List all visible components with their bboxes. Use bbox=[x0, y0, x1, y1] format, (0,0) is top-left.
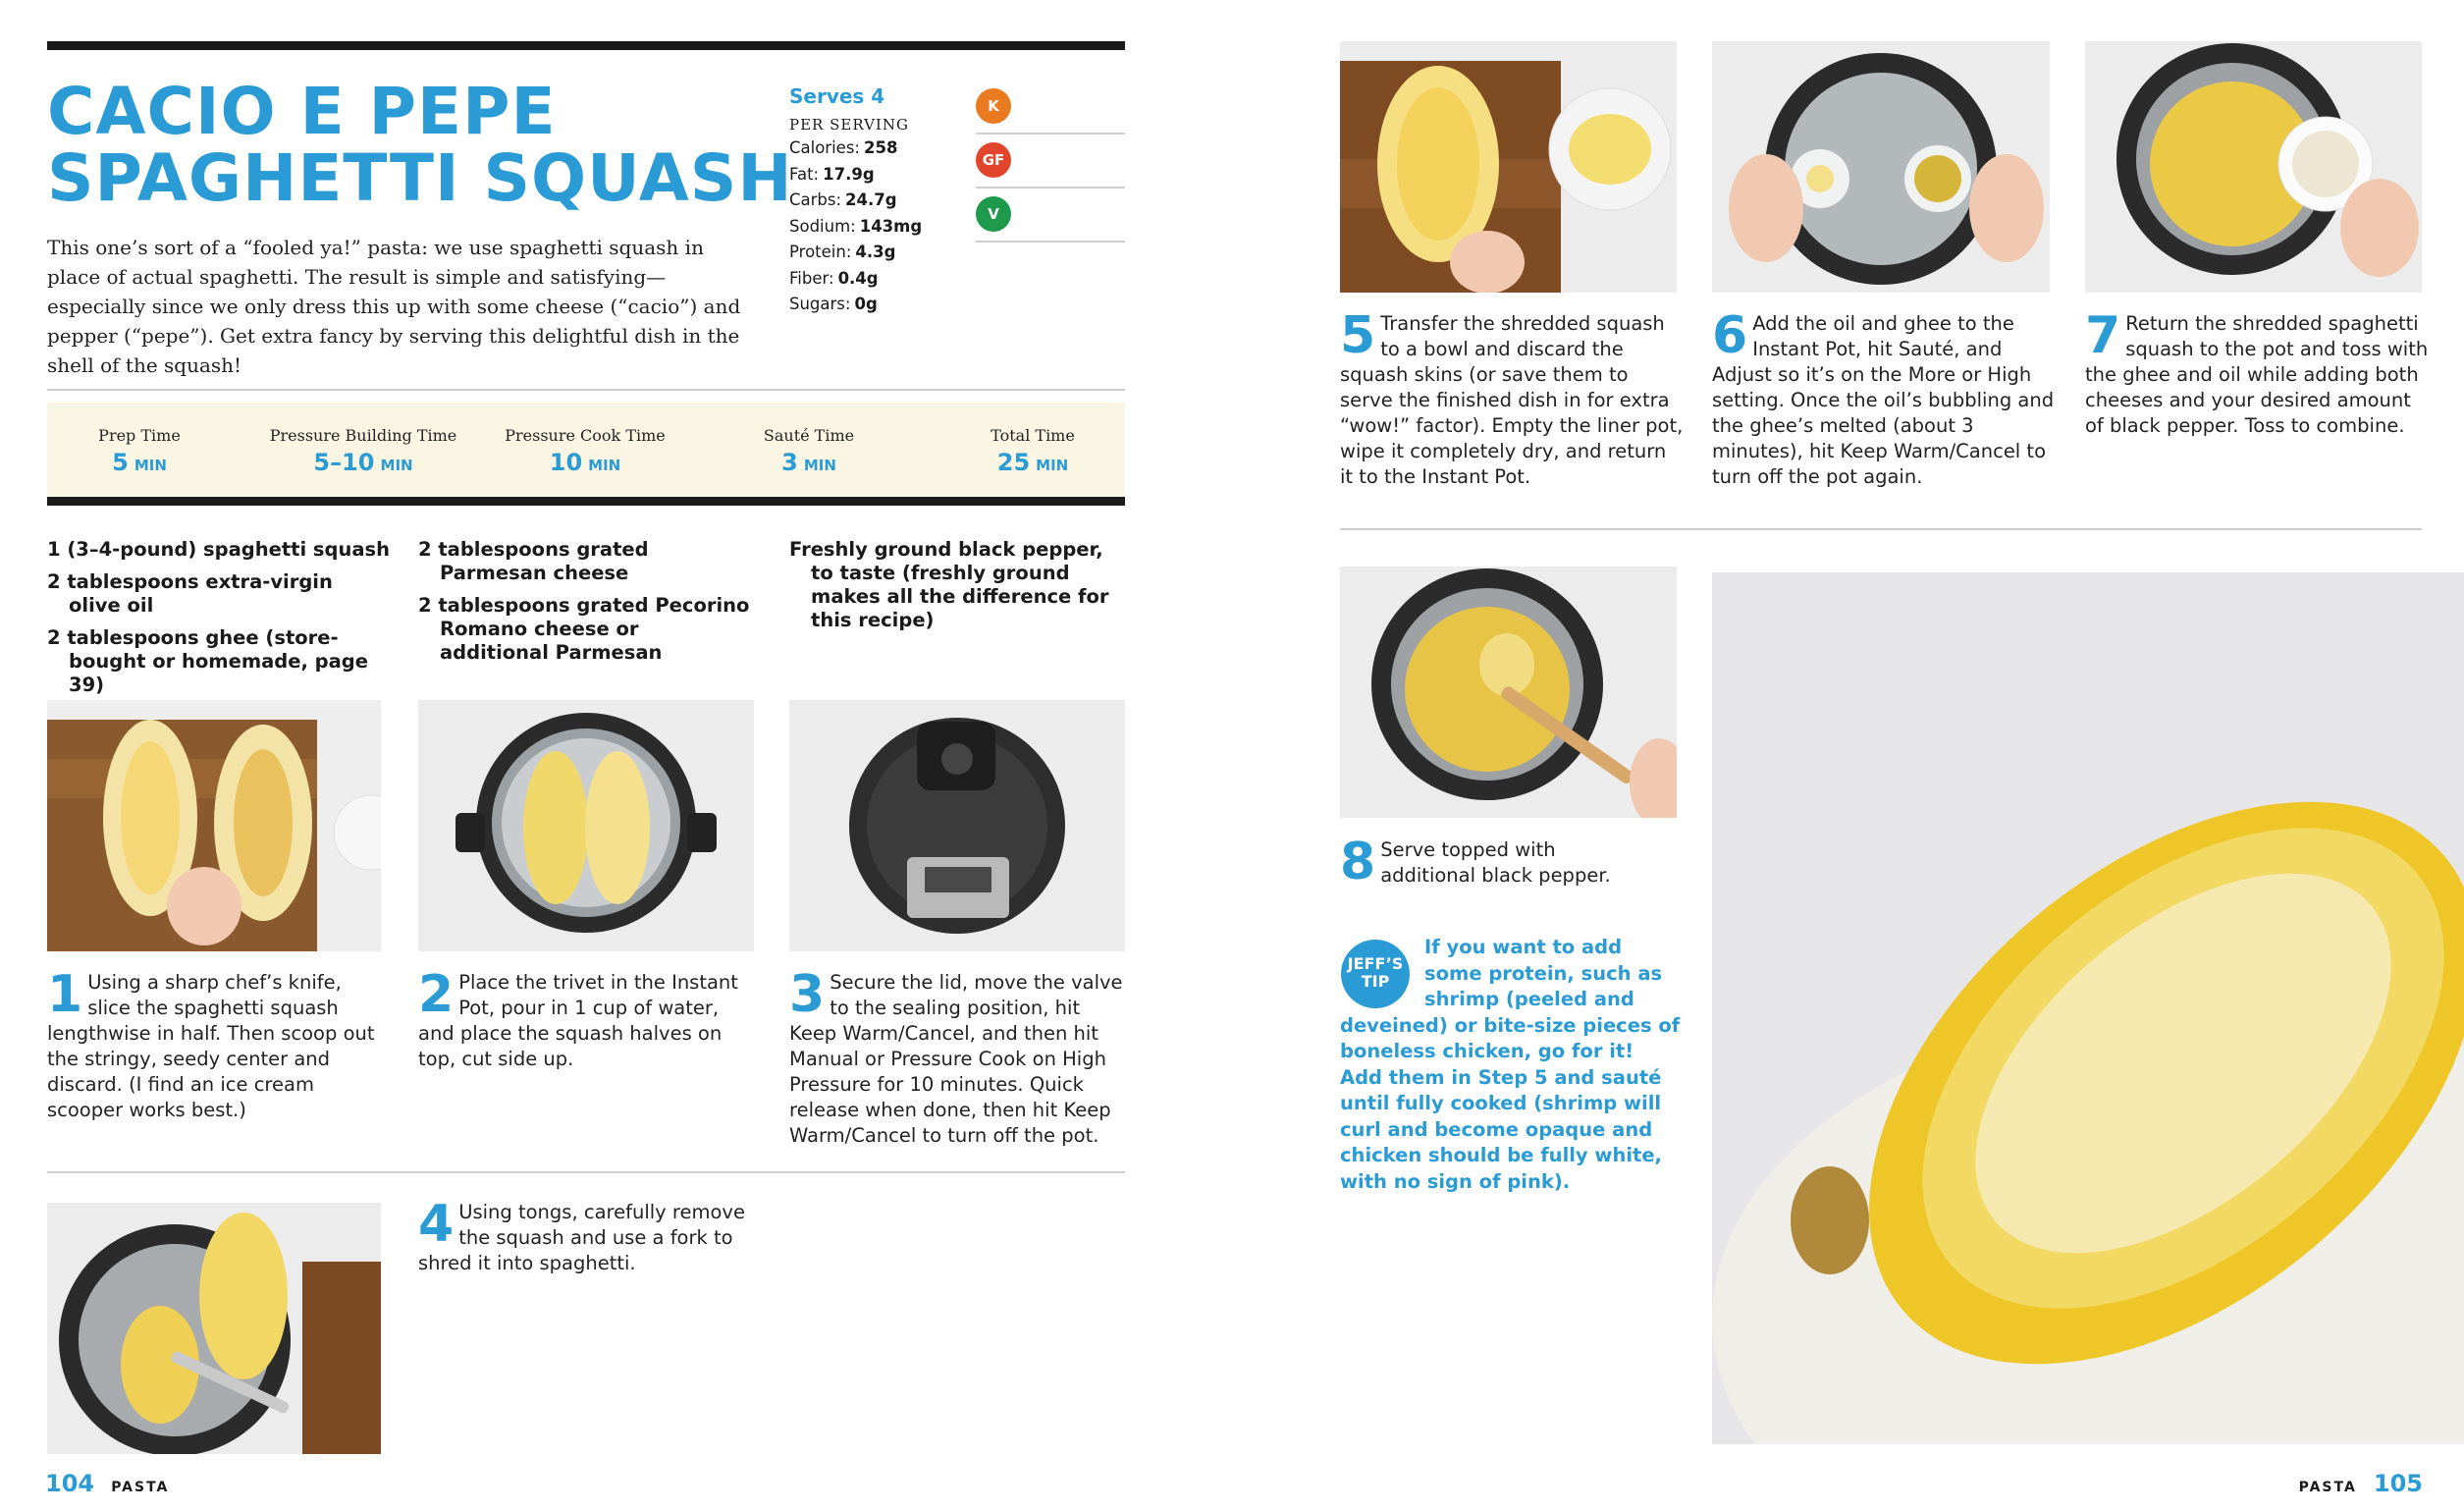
step-text: Serve topped with additional black pepper. bbox=[1380, 838, 1611, 887]
time-unit: MIN bbox=[134, 457, 167, 474]
diet-badge-k: K bbox=[976, 88, 1011, 124]
top-rule bbox=[47, 41, 1125, 50]
nutrition-row bbox=[789, 214, 956, 241]
step-number: 6 bbox=[1712, 306, 1748, 365]
ingredient-item: 2 tablespoons ghee (store-bought or homemade, page 39) bbox=[47, 626, 368, 696]
nutrition-value: 17.9g bbox=[823, 164, 875, 184]
step-1-photo bbox=[47, 700, 381, 951]
step-number: 1 bbox=[47, 965, 83, 1024]
nutrition-value: 24.7g bbox=[845, 190, 897, 209]
nutrition-label: Sugars: bbox=[789, 295, 851, 313]
time-number: 3 bbox=[781, 449, 798, 476]
step-8-photo bbox=[1340, 567, 1677, 818]
step-text: Add the oil and ghee to the Instant Pot, hit Sauté, and Adjust so it’s on the More or High setting. Once the oil’s bubbling and the ghee’s melted (about 3 minutes), hit Keep Warm/Cancel to turn off the pot again. bbox=[1712, 312, 2055, 488]
times-top-divider bbox=[47, 389, 1125, 391]
section-label-right: PASTA bbox=[2298, 1480, 2357, 1495]
ingredients-col-3 bbox=[789, 538, 1125, 641]
step-number: 4 bbox=[418, 1195, 455, 1254]
step-3-photo bbox=[789, 700, 1125, 951]
time-value bbox=[31, 449, 247, 476]
step-5 bbox=[1340, 306, 1684, 490]
finished-dish-photo bbox=[1712, 572, 2464, 1444]
step-4-photo bbox=[47, 1203, 381, 1454]
nutrition-row bbox=[789, 162, 956, 189]
nutrition-row bbox=[789, 292, 956, 318]
nutrition-list bbox=[789, 135, 956, 318]
ingredients-col-2 bbox=[418, 538, 752, 674]
step-number: 8 bbox=[1340, 833, 1376, 891]
step-3 bbox=[789, 965, 1128, 1149]
ingredient-item: Freshly ground black pepper, to taste (freshly ground makes all the difference for this recipe) bbox=[789, 538, 1109, 631]
step-6-photo bbox=[1712, 41, 2050, 293]
step-8 bbox=[1340, 833, 1654, 891]
badge-rule bbox=[976, 187, 1125, 189]
time-item bbox=[477, 426, 693, 476]
step-text: Return the shredded spaghetti squash to the pot and toss with the ghee and oil while adding both cheeses and your desired amount of black pepper. Toss to combine. bbox=[2085, 312, 2429, 437]
time-item bbox=[255, 426, 471, 476]
ingredient-item: 1 (3–4-pound) spaghetti squash bbox=[47, 538, 391, 561]
time-number: 25 bbox=[996, 449, 1031, 476]
step-text: Secure the lid, move the valve to the sealing position, hit Keep Warm/Cancel, and then hit Manual or Pressure Cook on High Pressure for 10 minutes. Quick release when done, then hit Keep Warm/Cancel to turn off the pot. bbox=[789, 971, 1123, 1147]
step-7 bbox=[2085, 306, 2429, 439]
nutrition-label: Calories: bbox=[789, 138, 860, 157]
steps-divider-left bbox=[47, 1171, 1125, 1173]
time-number: 10 bbox=[549, 449, 583, 476]
step-number: 2 bbox=[418, 965, 455, 1024]
time-label: Pressure Cook Time bbox=[505, 426, 666, 445]
page-number-right: 105 bbox=[2373, 1470, 2423, 1497]
nutrition-value: 0g bbox=[854, 295, 878, 313]
step-2 bbox=[418, 965, 757, 1072]
ingredient-item: 2 tablespoons extra-virgin olive oil bbox=[47, 570, 333, 617]
recipe-title bbox=[47, 74, 793, 216]
page-number-left: 104 bbox=[45, 1470, 95, 1497]
nutrition-row bbox=[789, 135, 956, 162]
nutrition-value: 143mg bbox=[859, 216, 923, 236]
step-6 bbox=[1712, 306, 2058, 490]
nutrition-label: Sodium: bbox=[789, 216, 856, 236]
recipe-intro: This one’s sort of a “fooled ya!” pasta: we use spaghetti squash in place of actual spaghetti. The result is simple and satisfying—especially since we only dress this up with some cheese (“cacio”) and pepper (“pepe”). Get extra fancy by serving this delightful dish in the shell of the squash! bbox=[47, 236, 741, 377]
nutrition-label: Fiber: bbox=[789, 268, 834, 288]
ingredients-col-1 bbox=[47, 538, 391, 706]
steps-divider-right bbox=[1340, 528, 2422, 530]
nutrition-row bbox=[789, 188, 956, 214]
nutrition-panel bbox=[789, 84, 956, 318]
time-item bbox=[31, 426, 247, 476]
step-5-photo bbox=[1340, 41, 1677, 293]
time-unit: MIN bbox=[380, 457, 413, 474]
nutrition-value: 0.4g bbox=[837, 268, 879, 288]
ingredient-item: 2 tablespoons grated Parmesan cheese bbox=[418, 538, 649, 584]
times-bar bbox=[47, 403, 1125, 496]
step-text: Using tongs, carefully remove the squash and use a fork to shred it into spaghetti. bbox=[418, 1201, 745, 1274]
step-number: 7 bbox=[2085, 306, 2121, 365]
time-value bbox=[255, 449, 471, 476]
time-number: 5–10 bbox=[313, 449, 375, 476]
title-line-2: SPAGHETTI SQUASH bbox=[47, 140, 793, 216]
tip-badge-line-2: TIP bbox=[1361, 972, 1390, 991]
step-text: Transfer the shredded squash to a bowl and discard the squash skins (or save them to serve the finished dish in for extra “wow!” factor). Empty the liner pot, wipe it completely dry, and return it to the Instant Pot. bbox=[1340, 312, 1684, 488]
step-2-photo bbox=[418, 700, 754, 951]
step-1 bbox=[47, 965, 381, 1123]
time-label: Prep Time bbox=[98, 426, 181, 445]
right-footer bbox=[2299, 1470, 2423, 1497]
time-label: Total Time bbox=[991, 426, 1075, 445]
diet-badge-gf: GF bbox=[976, 142, 1011, 178]
serves-label: Serves 4 bbox=[789, 84, 885, 108]
nutrition-value: 258 bbox=[864, 138, 898, 157]
step-text: Place the trivet in the Instant Pot, pour in 1 cup of water, and place the squash halves on top, cut side up. bbox=[418, 971, 738, 1070]
time-value bbox=[925, 449, 1141, 476]
badge-rule bbox=[976, 133, 1125, 135]
diet-badge-v: V bbox=[976, 196, 1011, 232]
nutrition-label: Fat: bbox=[789, 164, 820, 184]
step-number: 3 bbox=[789, 965, 826, 1024]
times-bottom-rule bbox=[47, 497, 1125, 506]
title-line-1: CACIO E PEPE bbox=[47, 74, 557, 149]
ingredient-item: 2 tablespoons grated Pecorino Romano cheese or additional Parmesan bbox=[418, 594, 750, 664]
badge-rule bbox=[976, 241, 1125, 243]
time-label: Pressure Building Time bbox=[269, 426, 457, 445]
per-serving-label: PER SERVING bbox=[789, 116, 909, 134]
step-4 bbox=[418, 1195, 757, 1276]
jeffs-tip-text bbox=[1340, 935, 1682, 1195]
time-item bbox=[925, 426, 1141, 476]
step-text: Using a sharp chef’s knife, slice the spaghetti squash lengthwise in half. Then scoop out the stringy, seedy center and discard. (I find an ice cream scooper works best.) bbox=[47, 971, 375, 1121]
time-item bbox=[701, 426, 917, 476]
tip-badge-line-1: JEFF’S bbox=[1347, 954, 1404, 973]
step-number: 5 bbox=[1340, 306, 1376, 365]
time-value bbox=[477, 449, 693, 476]
nutrition-label: Protein: bbox=[789, 243, 852, 261]
section-label-left: PASTA bbox=[111, 1480, 170, 1495]
nutrition-row bbox=[789, 266, 956, 293]
time-unit: MIN bbox=[588, 457, 621, 474]
nutrition-value: 4.3g bbox=[855, 243, 896, 261]
time-unit: MIN bbox=[1036, 457, 1069, 474]
time-label: Sauté Time bbox=[763, 426, 855, 445]
step-7-photo bbox=[2085, 41, 2422, 293]
left-footer bbox=[45, 1470, 169, 1497]
nutrition-row bbox=[789, 240, 956, 266]
time-unit: MIN bbox=[803, 457, 836, 474]
tip-text: If you want to add some protein, such as shrimp (peeled and deveined) or bite-size pieces of boneless chicken, go for it! Add them in Step 5 and sauté until fully cooked (shrimp will curl and become opaque and chicken should be fully white, with no sign of pink). bbox=[1340, 936, 1681, 1193]
time-value bbox=[701, 449, 917, 476]
time-number: 5 bbox=[112, 449, 129, 476]
nutrition-label: Carbs: bbox=[789, 190, 842, 209]
